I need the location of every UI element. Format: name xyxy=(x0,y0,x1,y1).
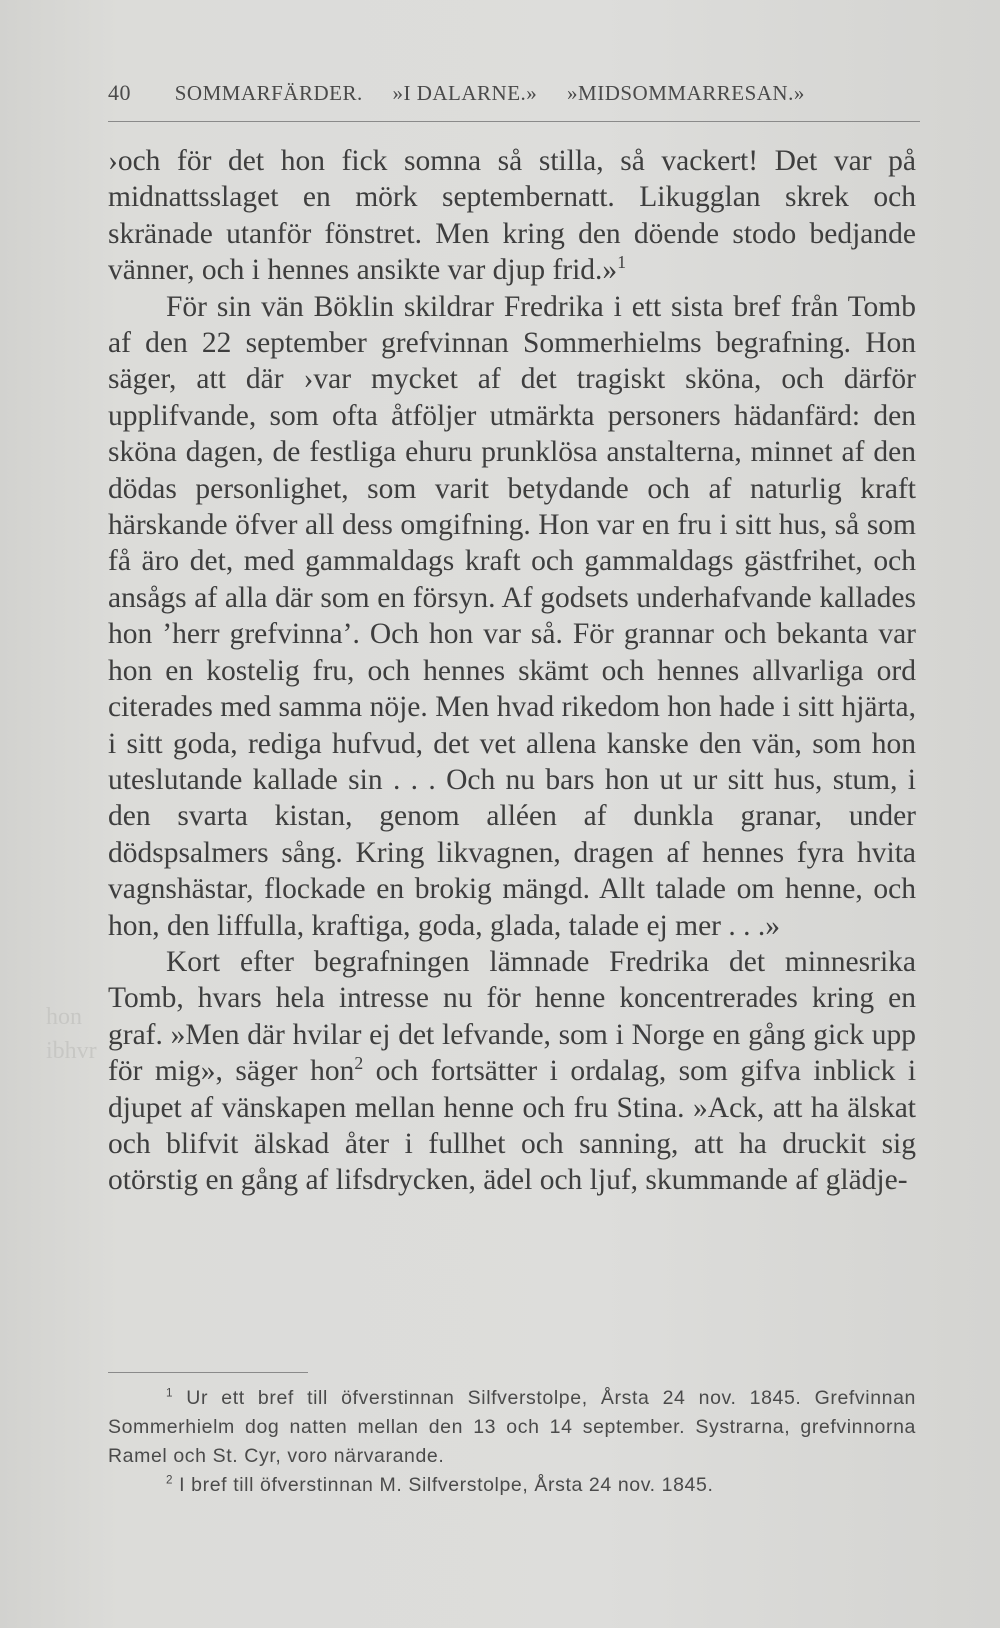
paragraph-3 xyxy=(108,944,916,1199)
footnote-mark-1: 1 xyxy=(166,1386,174,1400)
footnotes xyxy=(108,1384,916,1500)
running-header xyxy=(108,80,918,110)
paragraph-1 xyxy=(108,143,916,289)
paragraph-2: För sin vän Böklin skildrar Fredrika i ett sista bref från Tomb af den 22 september grefvinnan Sommerhielms begrafning. Hon säger, att där ›var mycket af det tragiskt sköna, och därför upplifvande, som ofta åtföljer utmärkta personers hädanfärd: den sköna dagen, de festliga ehuru prunklösa anstalterna, minnet af den dödas personlighet, som varit betydande och af naturlig kraft härskande öfver all dess omgifning. Hon var en fru i sitt hus, så som få äro det, med gammaldags kraft och gammaldags gästfrihet, och ansågs af alla där som en försyn. Af godsets underhafvande kallades hon ’herr grefvinna’. Och hon var så. För grannar och bekanta var hon en kostelig fru, och hennes skämt och hennes allvarliga ord citerades med samma nöje. Men hvad rikedom hon hade i sitt hjärta, i sitt goda, rediga hufvud, det vet allena kanske den vän, som hon uteslutande kallade sin . . . Och nu bars hon ut ur sitt hus, stum, i den svarta kistan, genom alléen af dunkla granar, under dödspsalmers sång. Kring likvagnen, dragen af hennes fyra hvita vagnshästar, flockade en brokig mängd. Allt talade om henne, och hon, den liffulla, kraftiga, goda, glada, talade ej mer . . .» xyxy=(108,290,916,942)
header-title-midsommarresan: »MIDSOMMARRESAN.» xyxy=(567,81,805,105)
footnote-1-text: Ur ett bref till öfverstinnan Silfverstolpe, Årsta 24 nov. 1845. Grefvinnan Sommerhielm dog natten mellan den 13 och 14 september. Systrarna, grefvinnorna Ramel och St. Cyr, voro närvarande. xyxy=(108,1387,916,1467)
paragraph-3-text-end: och fortsätter i ordalag, som gifva inblick i djupet af vänskapen mellan henne och fru Stina. »Ack, att ha älskat och blifvit älskad åter i fullhet och sanning, att ha druckit sig otörstig en gång af lifsdrycken, ädel och ljuf, skummande af glädje- xyxy=(108,1055,917,1197)
paragraph-1-text: ›och för det hon fick somna så stilla, så vackert! Det var på midnattsslaget en mörk septembernatt. Likugglan skrek och skränade utanför fönstret. Men kring den döende stodo bedjande vänner, och i hennes ansikte var djup frid.» xyxy=(108,145,916,287)
footnote-rule xyxy=(108,1372,308,1373)
footnote-ref-2: 2 xyxy=(354,1053,364,1074)
paragraph-3-text-start: Kort efter begrafningen lämnade Fredrika det minnesrika Tomb, hvars hela intresse nu för henne koncentrerades kring en graf. »Men där hvilar ej det lefvande, som i Norge en gång gick upp för mig», säger hon xyxy=(108,945,916,1088)
footnote-1 xyxy=(108,1384,916,1471)
footnote-ref-1: 1 xyxy=(617,252,627,273)
bleed-through-line-1: hon xyxy=(46,1004,82,1030)
page-number: 40 xyxy=(108,80,131,105)
header-title-sommarfarder: SOMMARFÄRDER. xyxy=(174,81,363,105)
bleed-through-text xyxy=(46,1000,106,1068)
footnote-2 xyxy=(108,1471,916,1500)
footnote-mark-2: 2 xyxy=(166,1473,174,1487)
header-rule xyxy=(108,121,920,122)
header-title-dalarne: »I DALARNE.» xyxy=(392,81,538,105)
body-text xyxy=(108,143,916,1199)
footnote-2-text: I bref till öfverstinnan M. Silfverstolpe, Årsta 24 nov. 1845. xyxy=(179,1474,714,1496)
bleed-through-line-2: ibhvr xyxy=(46,1038,97,1064)
